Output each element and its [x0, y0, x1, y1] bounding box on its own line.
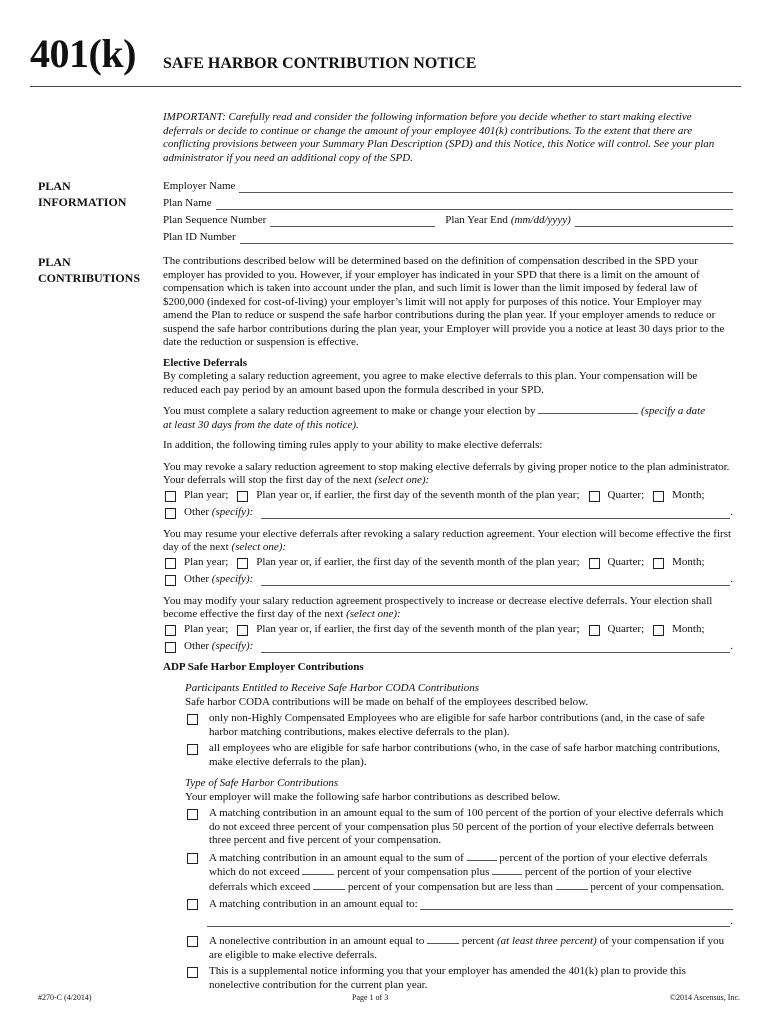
- participants-all-checkbox[interactable]: [187, 744, 198, 755]
- type-option-supplemental: This is a supplemental notice informing you that your employer has amended the 401(k) plan to provide this nonelective contribution for the current plan year.: [185, 965, 733, 992]
- election-deadline-text: You must complete a salary reduction agreement to make or change your election by (specify a date at least 30 days from the date of this notice).: [163, 405, 706, 431]
- type-nonelective-checkbox[interactable]: [187, 936, 198, 947]
- participants-option-nhce: only non-Highly Compensated Employees who are eligible for safe harbor contributions (and, in the case of safe harbor matching contributions, makes elective deferrals to the plan).: [185, 712, 733, 739]
- enhanced-match-pct3-field[interactable]: [492, 865, 522, 875]
- type-text: Your employer will make the following safe harbor contributions as described below.: [185, 790, 561, 803]
- plan-sequence-row: Plan Sequence Number Plan Year End (mm/dd/yyyy): [163, 210, 733, 227]
- resume-quarter-checkbox[interactable]: [589, 558, 600, 569]
- plan-year-end-field[interactable]: [575, 216, 733, 227]
- participants-option-all: all employees who are eligible for safe harbor contributions (who, in the case of safe harbor matching contributions, make elective deferrals to the plan).: [185, 742, 733, 769]
- type-supplemental-checkbox[interactable]: [187, 967, 198, 978]
- plan-information-heading: PLAN INFORMATION: [38, 179, 127, 209]
- modify-plan-year-checkbox[interactable]: [165, 625, 176, 636]
- modify-other-checkbox[interactable]: [165, 642, 176, 653]
- plan-contributions-heading: PLAN CONTRIBUTIONS: [38, 255, 141, 285]
- type-heading: Type of Safe Harbor Contributions: [185, 777, 339, 789]
- resume-month-checkbox[interactable]: [653, 558, 664, 569]
- other-match-continuation: .: [185, 913, 733, 930]
- elective-deferrals-heading: Elective Deferrals: [163, 356, 247, 369]
- resume-other-checkbox[interactable]: [165, 575, 176, 586]
- revoke-other-row: Other (specify): .: [163, 505, 733, 522]
- modify-other-row: Other (specify): .: [163, 639, 733, 656]
- employer-name-field[interactable]: [239, 182, 733, 193]
- type-option-basic-match: A matching contribution in an amount equal to the sum of 100 percent of the portion of your elective deferrals which do not exceed three percent of your compensation plus 50 percent of the portion of your elective deferrals between three percent and five percent of your compensation.: [185, 807, 733, 848]
- modify-month-checkbox[interactable]: [653, 625, 664, 636]
- participants-text: Safe harbor CODA contributions will be made on behalf of the employees described below.: [185, 695, 589, 708]
- contributions-intro: The contributions described below will be determined based on the definition of compensation described in the SPD your employer has provided to you. However, if your employer has indicated in your SPD that there is a limit on the amount of compensation which is taken into account under the plan, and such limit is lower than the limit imposed by federal law of $200,000 (indexed for cost-of-living) your employer’s limit will not apply for purposes of this notice. Your Employer may amend the Plan to reduce or suspend the safe harbor contributions during the plan year. If your employer amends to reduce or suspend the safe harbor contributions during the plan year, your Employer will provide you a notice at least 30 days prior to the date the reduction or suspension is effective.: [163, 255, 725, 348]
- participants-section: [185, 682, 733, 992]
- plan-id-row: Plan ID Number: [163, 227, 733, 244]
- revoke-options: Plan year; Plan year or, if earlier, the first day of the seventh month of the plan year; Quarter; Month;: [163, 488, 733, 505]
- resume-seventh-month-checkbox[interactable]: [237, 558, 248, 569]
- revoke-other-checkbox[interactable]: [165, 508, 176, 519]
- enhanced-match-pct1-field[interactable]: [467, 851, 497, 861]
- participants-heading: Participants Entitled to Receive Safe Harbor CODA Contributions: [185, 682, 480, 694]
- type-enhanced-match-checkbox[interactable]: [187, 853, 198, 864]
- revoke-quarter-checkbox[interactable]: [589, 491, 600, 502]
- plan-name-row: Plan Name: [163, 193, 733, 210]
- revoke-other-field[interactable]: [261, 508, 730, 519]
- important-notice: IMPORTANT: Carefully read and consider the following information before you decide whether to start making elective deferrals or decide to continue or change the amount of your employee 401(k) contributions. To the extent that there are conflicting provisions between your Summary Plan Description (SPD) and this Notice, this Notice will control. See your plan administrator if you need an additional copy of the SPD.: [163, 111, 715, 164]
- revoke-month-checkbox[interactable]: [653, 491, 664, 502]
- other-match-field[interactable]: [420, 899, 733, 910]
- revoke-seventh-month-checkbox[interactable]: [237, 491, 248, 502]
- footer-form-number: #270-C (4/2014): [38, 993, 92, 1002]
- revoke-text: You may revoke a salary reduction agreement to stop making elective deferrals by giving proper notice to the plan administrator. Your deferrals will stop the first day of the next (select one):: [163, 460, 730, 486]
- other-match-field-line2[interactable]: [207, 916, 730, 927]
- participants-nhce-checkbox[interactable]: [187, 714, 198, 725]
- header-divider: [30, 86, 741, 87]
- footer-copyright: ©2014 Ascensus, Inc.: [669, 993, 740, 1002]
- plan-sequence-field[interactable]: [270, 216, 435, 227]
- plan-id-field[interactable]: [240, 233, 733, 244]
- modify-quarter-checkbox[interactable]: [589, 625, 600, 636]
- enhanced-match-pct2-field[interactable]: [302, 865, 334, 875]
- nonelective-pct-field[interactable]: [427, 934, 459, 944]
- modify-options: Plan year; Plan year or, if earlier, the first day of the seventh month of the plan year; Quarter; Month;: [163, 622, 733, 639]
- resume-other-field[interactable]: [261, 575, 730, 586]
- revoke-plan-year-checkbox[interactable]: [165, 491, 176, 502]
- election-date-field[interactable]: [538, 404, 638, 414]
- form-number-title: 401(k): [30, 31, 136, 76]
- modify-other-field[interactable]: [261, 642, 730, 653]
- resume-text: You may resume your elective deferrals after revoking a salary reduction agreement. Your election will become effective the first day of the next (select one):: [163, 527, 732, 553]
- adp-safe-harbor-heading: ADP Safe Harbor Employer Contributions: [163, 660, 364, 673]
- modify-seventh-month-checkbox[interactable]: [237, 625, 248, 636]
- type-option-nonelective: A nonelective contribution in an amount equal to percent (at least three percent) of your compensation if you are eligible to make elective deferrals.: [185, 934, 733, 962]
- resume-plan-year-checkbox[interactable]: [165, 558, 176, 569]
- enhanced-match-pct4-field[interactable]: [313, 880, 345, 890]
- plan-information-fields: [163, 176, 733, 244]
- resume-other-row: Other (specify): .: [163, 572, 733, 589]
- type-basic-match-checkbox[interactable]: [187, 809, 198, 820]
- type-option-enhanced-match: A matching contribution in an amount equal to the sum of percent of the portion of your elective deferrals which do not exceed percent of your compensation plus percent of the portion of your elective deferrals which exceed percent of your compensation but are less than percent of your compensation.: [185, 851, 733, 895]
- modify-text: You may modify your salary reduction agreement prospectively to increase or decrease elective deferrals. Your election shall become effective the first day of the next (select one):: [163, 594, 713, 620]
- elective-deferrals-text: By completing a salary reduction agreement, you agree to make elective deferrals to this plan. Your compensation will be reduced each pay period by an amount based upon the formula described in your SPD.: [163, 370, 698, 396]
- resume-options: Plan year; Plan year or, if earlier, the first day of the seventh month of the plan year; Quarter; Month;: [163, 555, 733, 572]
- footer-page-number: Page 1 of 3: [352, 993, 389, 1002]
- type-other-match-checkbox[interactable]: [187, 899, 198, 910]
- page-title: SAFE HARBOR CONTRIBUTION NOTICE: [163, 55, 477, 72]
- plan-name-field[interactable]: [216, 199, 733, 210]
- timing-rules-text: In addition, the following timing rules apply to your ability to make elective deferrals:: [163, 439, 543, 451]
- plan-contributions-body: [163, 255, 733, 992]
- employer-name-row: Employer Name: [163, 176, 733, 193]
- enhanced-match-pct5-field[interactable]: [556, 880, 588, 890]
- type-option-other-match: A matching contribution in an amount equal to:: [185, 896, 733, 913]
